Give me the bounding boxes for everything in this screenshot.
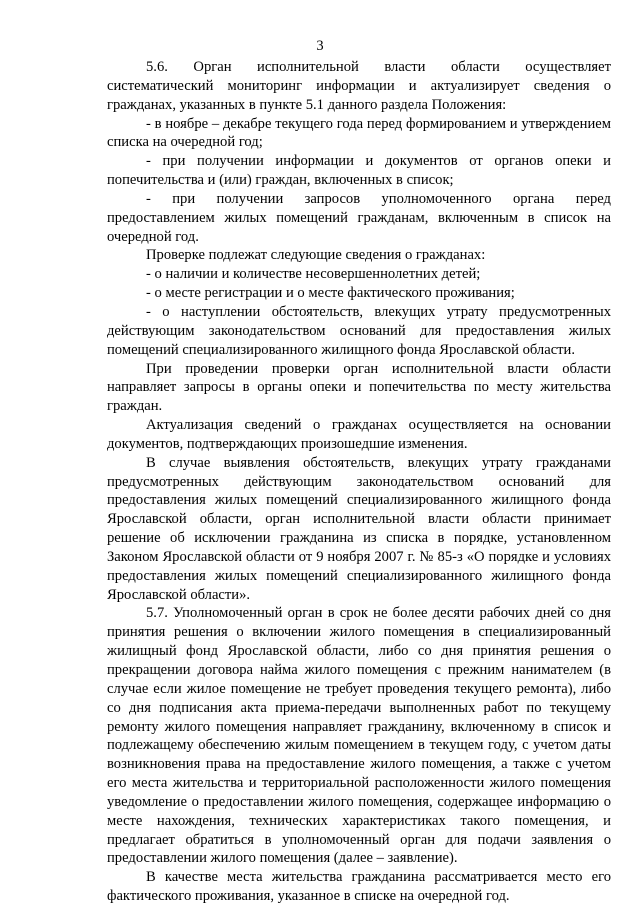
paragraph-updates: Актуализация сведений о гражданах осуществляется на основании документов, подтверждающих произошедшие изменения. xyxy=(107,417,611,452)
paragraph-verification-intro: Проверке подлежат следующие сведения о гражданах: xyxy=(146,247,486,264)
list-item-authorized-requests: - при получении запросов уполномоченного органа перед предоставлением жилых помещений гражданам, включенным в список на очередной год. xyxy=(107,190,611,245)
list-item-children: - о наличии и количестве несовершеннолетних детей; xyxy=(146,266,481,283)
list-item-circumstances: - о наступлении обстоятельств, влекущих утрату предусмотренных действующим законодательством оснований для предоставления жилых помещений специализированного жилищного фонда Ярославской области. xyxy=(107,303,611,358)
paragraph-5-7: 5.7. Уполномоченный орган в срок не более десяти рабочих дней со дня принятия решения о включении жилого помещения в специализированный жилищный фонд Ярославской области, либо со дня принятия решения о прекращении договора найма жилого помещения с прежним нанимателем (в случае если жилое помещение не требует проведения текущего ремонта), либо со дня подписания акта приема-передачи выполненных работ по текущему ремонту жилого помещения направляет гражданину, включенному в список и подлежащему обеспечению жилым помещением в текущем году, с учетом даты возникновения права на предоставление жилого помещения, а также с учетом его места жительства и территориальной расположенности жилого помещения уведомление о предоставлении жилого помещения, содержащее информацию о месте нахождения, технических характеристиках такого помещения, и предлагает обратиться в уполномоченный орган для подачи заявления о предоставлении жилого помещения (далее – заявление). xyxy=(107,605,611,867)
paragraph-inquiries: При проведении проверки орган исполнительной власти области направляет запросы в органы опеки и попечительства по месту жительства граждан. xyxy=(107,360,611,415)
paragraph-residence: В качестве места жительства гражданина рассматривается место его фактического проживания, указанное в списке на очередной год. xyxy=(107,869,611,905)
list-item-guardianship-info: - при получении информации и документов от органов опеки и попечительства и (или) граждан, включенных в список; xyxy=(107,153,611,189)
paragraph-5-6-intro: 5.6. Орган исполнительной власти области осуществляет систематический мониторинг информации и актуализирует сведения о гражданах, указанных в пункте 5.1 данного раздела Положения: xyxy=(107,59,611,113)
paragraph-exclusion: В случае выявления обстоятельств, влекущих утрату гражданами предусмотренных действующим законодательством оснований для предоставления жилых помещений специализированного жилищного фонда Ярославской области, орган исполнительной власти области принимает решение об исключении гражданина из списка в порядке, установленном Законом Ярославской области от 9 ноября 2007 г. № 85-з «О порядке и условиях предоставления жилых помещений специализированного жилищного фонда Ярославской области». xyxy=(107,454,611,603)
document-body xyxy=(107,58,611,906)
page-number: 3 xyxy=(316,38,324,54)
list-item-november: - в ноябре – декабре текущего года перед формированием и утверждением списка на очередной год; xyxy=(107,115,611,151)
list-item-registration: - о месте регистрации и о месте фактического проживания; xyxy=(146,285,515,302)
